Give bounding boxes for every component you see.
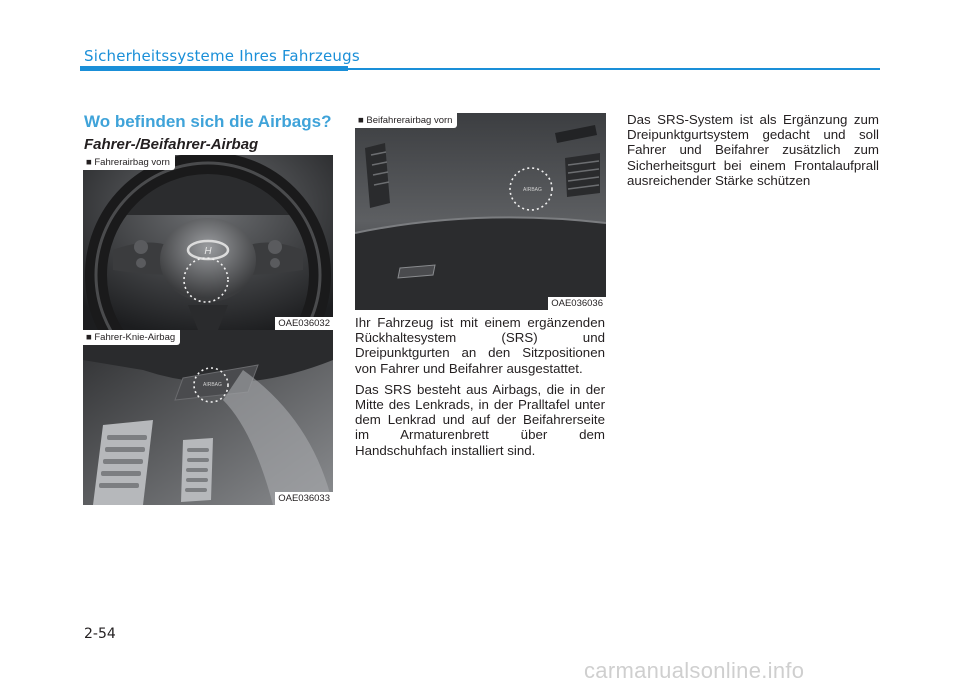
svg-text:AIRBAG: AIRBAG [523,187,542,193]
svg-text:AIRBAG: AIRBAG [203,382,222,388]
svg-text:H: H [204,246,212,257]
figure-caption: ■ Fahrerairbag vorn [83,155,175,170]
header-rule-thin [348,68,880,70]
figure-knee-airbag [83,330,333,505]
body-paragraph: Das SRS-System ist als Ergänzung zum Dreipunktgurtsystem gedacht und soll Fahrer und Beifahrer zusätzlich zum Sicherheitsgurt bei einem Frontalaufprall ausreichender Stärke schützen [627,112,879,188]
figure-driver-airbag [83,155,333,330]
sub-heading: Fahrer-/Beifahrer-Airbag [84,136,259,153]
body-paragraph: Das SRS besteht aus Airbags, die in der Mitte des Lenkrads, in der Pralltafel unter dem Lenkrad und auf der Beifahrerseite im Armaturenbrett über dem Handschuhfach installiert sind. [355,381,605,458]
body-column-right [627,112,879,188]
page-number: 2-54 [84,626,116,642]
section-heading: Wo befinden sich die Airbags? [84,112,332,131]
figure-code: OAE036032 [275,317,333,330]
figure-passenger-airbag [355,113,606,310]
body-paragraph: Ihr Fahrzeug ist mit einem ergänzenden Rückhaltesystem (SRS) und Dreipunktgurten an den Sitzpositionen von Fahrer und Beifahrer ausgestattet. [355,315,605,376]
steering-wheel-illustration [83,155,333,330]
watermark: carmanualsonline.info [584,658,805,683]
figure-code: OAE036033 [275,492,333,505]
dashboard-illustration [355,113,606,310]
figure-caption: ■ Fahrer-Knie-Airbag [83,330,180,345]
body-column-middle [355,315,605,458]
running-header: Sicherheitssysteme Ihres Fahrzeugs [84,47,360,65]
header-rule-thick [80,66,348,71]
figure-code: OAE036036 [548,297,606,310]
figure-caption: ■ Beifahrerairbag vorn [355,113,457,128]
knee-airbag-illustration [83,330,333,505]
